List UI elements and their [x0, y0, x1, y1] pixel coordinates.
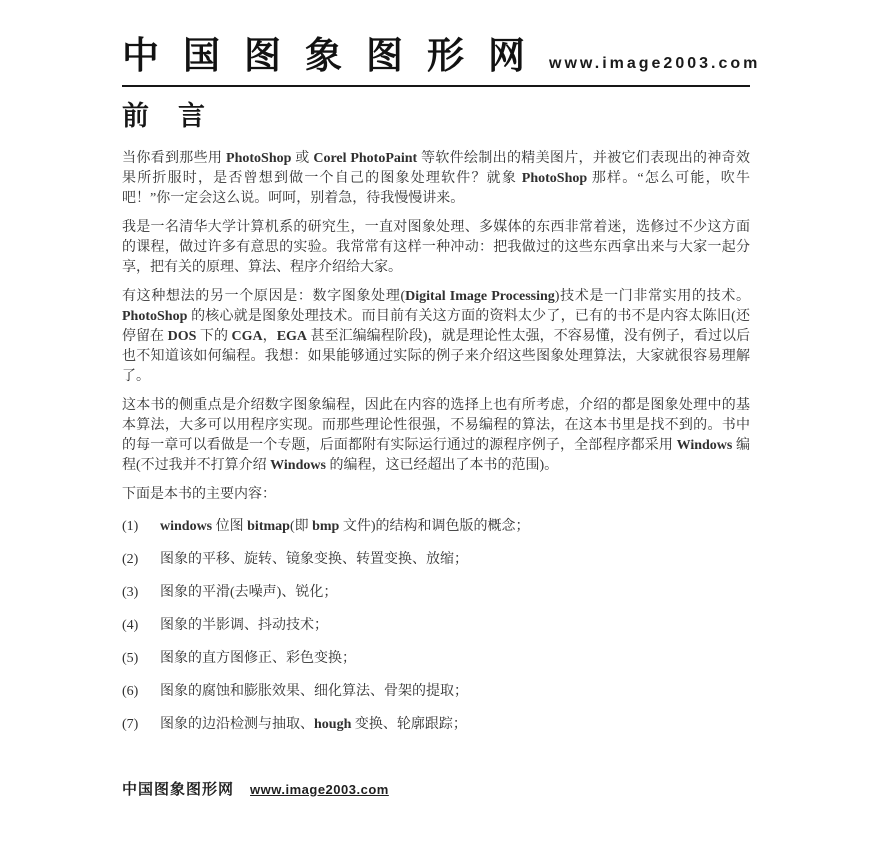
body-paragraph	[122, 396, 750, 476]
contents-list	[122, 517, 750, 735]
emphasis-term: windows	[160, 519, 213, 534]
list-item-text	[160, 517, 750, 537]
list-item	[122, 583, 750, 603]
body-paragraph	[122, 287, 750, 387]
footer-site-name: 中国图象图形网	[122, 782, 235, 798]
text-run: 位图	[212, 519, 248, 534]
text-run: 图象的平移、旋转、镜象变换、转置变换、放缩；	[160, 552, 468, 567]
text-run: 这本书的侧重点是介绍数字图象编程，因此在内容的选择上也有所考虑，介绍的都是图象处理中的基本算法，大多可以用程序实现。而那些理论性很强，不易编程的算法，在这本书里是找不到的。书中的每一章可以看做是一个专题，后面都附有实际运行通过的源程序例子，全部程序都采用	[122, 398, 750, 453]
list-intro: 下面是本书的主要内容：	[122, 487, 276, 502]
emphasis-term: EGA	[276, 329, 308, 344]
emphasis-term: hough	[314, 717, 352, 732]
emphasis-term: Windows	[676, 438, 733, 453]
list-item	[122, 715, 750, 735]
emphasis-term: Corel PhotoPaint	[313, 151, 418, 166]
page-header	[0, 0, 870, 87]
text-run: (即	[289, 519, 313, 534]
list-item-number: (2)	[122, 552, 139, 567]
body-paragraph	[122, 218, 750, 278]
text-run: 编程(不过我并不打算介绍	[122, 438, 751, 473]
text-run: 甚至汇编编程阶段)，就是理论性太强，不容易懂，没有例子，看过以后也不知道该如何编程。我想：如果能够通过实际的例子来介绍这些图象处理算法，大家就很容易理解了。	[122, 329, 751, 384]
emphasis-term: PhotoShop	[226, 151, 292, 166]
text-run: 文件)的结构和调色版的概念；	[339, 519, 530, 534]
text-run: 等软件绘制出的精美图片，并被它们表现出的神奇效果所折服时，是否曾想到做一个自己的图象处理软件？就象	[122, 151, 751, 186]
text-run: 当你看到那些用	[122, 151, 227, 166]
list-item-number: (6)	[122, 684, 139, 699]
list-item	[122, 616, 750, 636]
site-domain-text: www.image2003.com	[549, 55, 761, 72]
emphasis-term: PhotoShop	[521, 171, 588, 186]
list-item-text	[160, 715, 750, 735]
text-run: 的核心就是图象处理技术。而目前有关这方面的资料太少了，已有的书不是内容太陈旧(还停留在	[122, 309, 750, 344]
emphasis-term: Digital Image Processing	[405, 289, 555, 304]
text-run: 那样。“怎么可能，吹牛吧！”你一定会这么说。呵呵，别着急，待我慢慢讲来。	[122, 171, 751, 206]
emphasis-term: bitmap	[247, 519, 290, 534]
text-run: 我是一名清华大学计算机系的研究生，一直对图象处理、多媒体的东西非常着迷，选修过不少这方面的课程，做过许多有意思的实验。我常常有这样一种冲动：把我做过的这些东西拿出来与大家一起分享，把有关的原理、算法、程序介绍给大家。	[122, 220, 750, 275]
emphasis-term: PhotoShop	[122, 309, 188, 324]
body-paragraph	[122, 149, 750, 209]
site-logo-text: 中国图象图形网	[122, 36, 549, 77]
header-divider	[122, 85, 750, 87]
list-item-text	[160, 616, 750, 636]
body-paragraphs	[122, 149, 750, 476]
text-run: 图象的半影调、抖动技术；	[160, 618, 328, 633]
text-run: 有这种想法的另一个原因是：数字图象处理(	[122, 289, 406, 304]
list-item	[122, 649, 750, 669]
text-run: ，	[262, 329, 277, 344]
list-item-text	[160, 649, 750, 669]
footer-domain-text: www.image2003.com	[250, 782, 389, 797]
page-title: 前 言	[122, 101, 206, 131]
list-item-number: (4)	[122, 618, 139, 633]
header-logo-row	[122, 34, 761, 80]
text-run: 变换、轮廓跟踪；	[351, 717, 467, 732]
text-run: 下的	[196, 329, 232, 344]
emphasis-term: CGA	[231, 329, 263, 344]
list-item-number: (1)	[122, 519, 139, 534]
list-item-number: (3)	[122, 585, 139, 600]
list-item	[122, 682, 750, 702]
text-run: )技术是一门非常实用的技术。	[554, 289, 750, 304]
list-item-text	[160, 550, 750, 570]
text-run: 图象的直方图修正、彩色变换；	[160, 651, 356, 666]
list-item	[122, 517, 750, 537]
text-run: 图象的平滑(去噪声)、锐化；	[160, 585, 338, 600]
document-body	[0, 133, 870, 735]
list-item-text	[160, 583, 750, 603]
list-item-number: (5)	[122, 651, 139, 666]
text-run: 图象的腐蚀和膨胀效果、细化算法、骨架的提取；	[160, 684, 468, 699]
text-run: 的编程，这已经超出了本书的范围)。	[325, 458, 559, 473]
text-run: 或	[291, 151, 314, 166]
emphasis-term: DOS	[167, 329, 197, 344]
list-item-text	[160, 682, 750, 702]
list-item	[122, 550, 750, 570]
list-item-number: (7)	[122, 717, 139, 732]
emphasis-term: bmp	[312, 519, 340, 534]
emphasis-term: Windows	[270, 458, 326, 473]
page-footer	[122, 778, 389, 799]
text-run: 图象的边沿检测与抽取、	[160, 717, 314, 732]
